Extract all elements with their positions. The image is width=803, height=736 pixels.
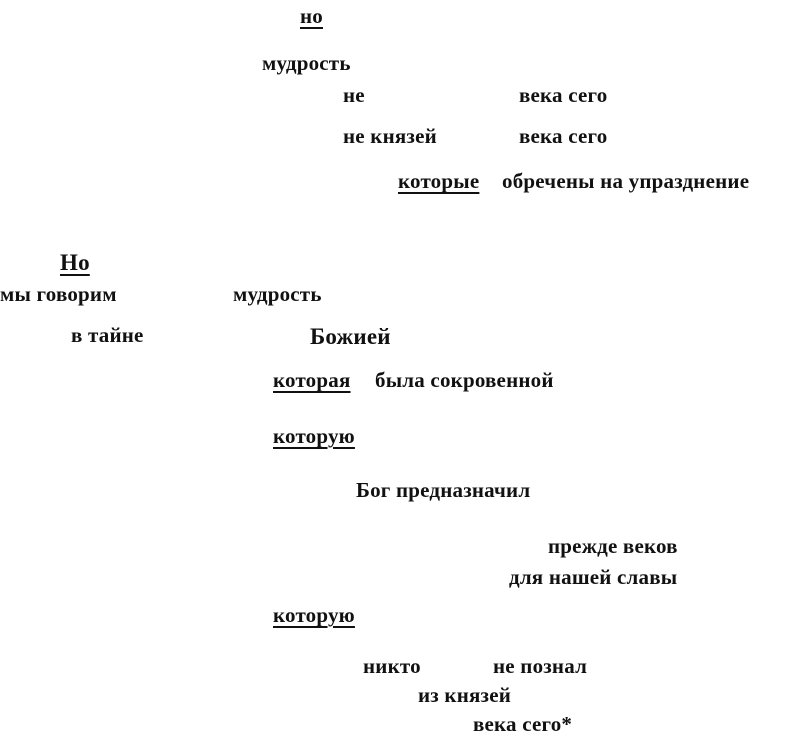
word-nikto: никто [363, 654, 421, 678]
phrase-obrecheny: обречены на упразднение [502, 169, 750, 193]
phrase-prezhde-vekov: прежде веков [548, 534, 678, 558]
word-ne: не [343, 83, 365, 107]
word-mudrost: мудрость [262, 51, 351, 75]
relative-kotoraya: которая [273, 368, 351, 392]
phrase-bog-prednaznachil: Бог предназначил [356, 478, 531, 502]
phrase-veka-sego-2: века сего [519, 124, 608, 148]
conjunction-no: но [300, 4, 323, 28]
phrase-veka-sego-1: века сего [519, 83, 608, 107]
word-bozhiey: Божией [310, 324, 391, 349]
phrase-veka-sego-star: века сего* [473, 712, 573, 736]
relative-kotorye: которые [398, 169, 480, 193]
phrase-v-tayne: в тайне [71, 323, 144, 347]
phrase-dlya-nashey-slavy: для нашей славы [509, 565, 678, 589]
relative-kotoruyu-1: которую [273, 424, 355, 448]
relative-kotoruyu-2: которую [273, 603, 355, 627]
phrase-byla-sokrovennoy: была сокровенной [375, 368, 554, 392]
phrase-ne-poznal: не познал [493, 654, 588, 678]
phrase-my-govorim: мы говорим [0, 282, 117, 306]
conjunction-No: Но [60, 250, 90, 275]
phrase-iz-knyazey: из князей [418, 683, 512, 707]
word-mudrost-2: мудрость [233, 282, 322, 306]
phrase-ne-knyazey: не князей [343, 124, 437, 148]
